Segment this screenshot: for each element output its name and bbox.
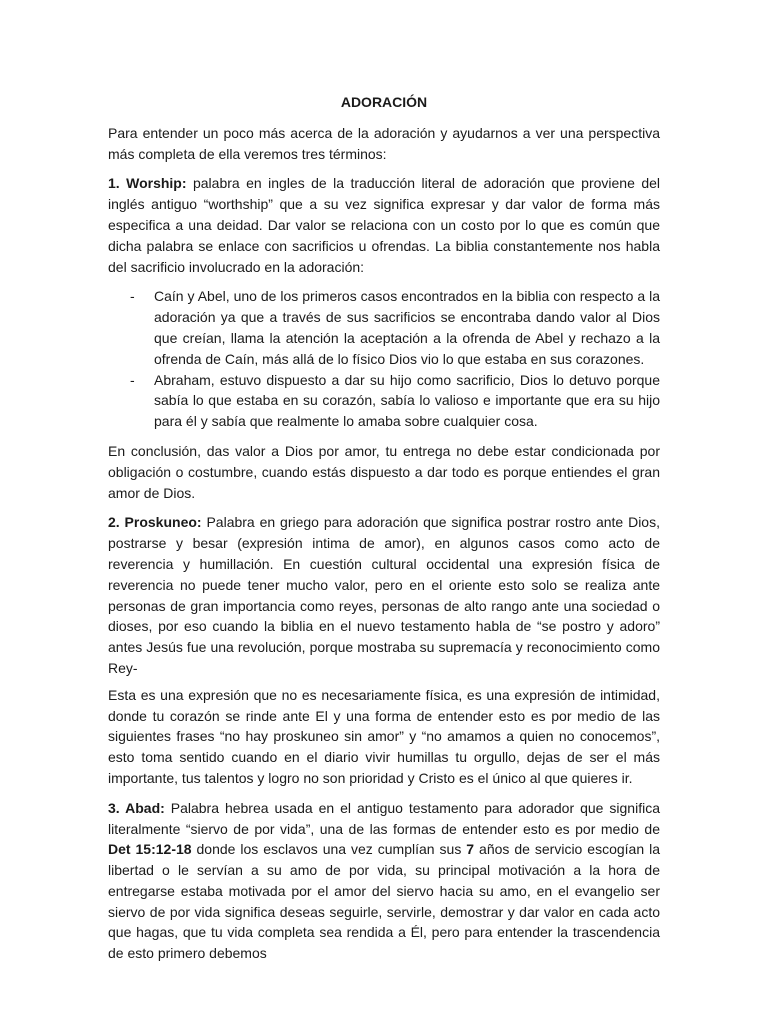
- section-body: Palabra hebrea usada en el antiguo testamento para adorador que significa literalmente “siervo de por vida”, una de las formas de entender esto es por medio de: [108, 799, 660, 837]
- section-body: donde los esclavos una vez cumplían sus: [191, 841, 467, 858]
- conclusion-paragraph: En conclusión, das valor a Dios por amor, tu entrega no debe estar condicionada por obligación o costumbre, cuando estás dispuesto a dar todo es porque entiendes el gran amor de Dios.: [108, 442, 660, 501]
- dash-bullet-icon: -: [130, 288, 135, 305]
- dash-bullet-icon: -: [130, 371, 135, 388]
- section-heading: 2. Proskuneo:: [108, 514, 202, 531]
- section-body: palabra en ingles de la traducción literal de adoración que proviene del inglés antiguo “worthship” que a su vez significa expresar y dar valor de forma más especifica a una deidad. Dar valor se relaciona con un costo por lo que es común que dicha palabra se enlace con sacrificios u ofrendas. La biblia constantemente nos habla del sacrificio involucrado en la adoración:: [108, 175, 661, 275]
- list-item: [108, 370, 660, 432]
- bullet-list: [108, 286, 660, 432]
- section-heading: 1. Worship:: [108, 175, 187, 192]
- section-body: años de servicio escogían la libertad o le servían a su amo de por vida, su principal motivación a la hora de entregarse estaba motivada por el amor del siervo hacia su amo, en el evangelio ser siervo de por vida significa deseas seguirle, servirle, demostrar y dar valor en cada acto que hagas, que tu vida completa sea rendida a Él, pero para entender la trascendencia de esto primero debemos: [108, 841, 660, 962]
- list-item: [108, 286, 660, 369]
- bible-reference: Det 15:12-18: [108, 841, 192, 858]
- list-item-text: Caín y Abel, uno de los primeros casos encontrados en la biblia con respecto a la adoración ya que a través de sus sacrificios se encontraba dando valor al Dios que creían, llama la atención la aceptación a la ofrenda de Abel y rechazo a la ofrenda de Caín, más allá de lo físico Dios vio lo que estaba en sus corazones.: [154, 288, 660, 367]
- section-worship: [108, 173, 660, 277]
- years-count: 7: [466, 841, 475, 858]
- list-item-text: Abraham, estuvo dispuesto a dar su hijo como sacrificio, Dios lo detuvo porque sabía lo que estaba en su corazón, sabía lo valioso e importante que era su hijo para él y sabía que realmente lo amaba sobre cualquier cosa.: [154, 371, 660, 430]
- section-body: Palabra en griego para adoración que significa postrar rostro ante Dios, postrarse y besar (expresión intima de amor), en algunos casos como acto de reverencia y humillación. En cuestión cultural occidental una expresión física de reverencia no puede tener mucho valor, pero en el oriente esto solo se realiza ante personas de gran importancia como reyes, personas de alto rango ante una sociedad o dioses, por eso cuando la biblia en el nuevo testamento habla de “se postro y adoro” antes Jesús fue una revolución, porque mostraba su supremacía y reconocimiento como Rey-: [108, 514, 660, 676]
- section-heading: 3. Abad:: [108, 799, 165, 816]
- document-title: ADORACIÓN: [340, 94, 428, 110]
- section-proskuneo: [108, 512, 660, 678]
- intro-paragraph: Para entender un poco más acerca de la adoración y ayudarnos a ver una perspectiva más completa de ella veremos tres términos:: [108, 124, 660, 162]
- intimacy-paragraph: Esta es una expresión que no es necesariamente física, es una expresión de intimidad, donde tu corazón se rinde ante El y una forma de entender esto es por medio de las siguientes frases “no hay proskuneo sin amor” y “no amamos a quien no conocemos”, esto toma sentido cuando en el diario vivir humillas tu orgullo, dejas de ser el más importante, tus talentos y logro no son prioridad y Cristo es el único al que quieres ir.: [108, 686, 660, 786]
- section-abad: [108, 798, 660, 964]
